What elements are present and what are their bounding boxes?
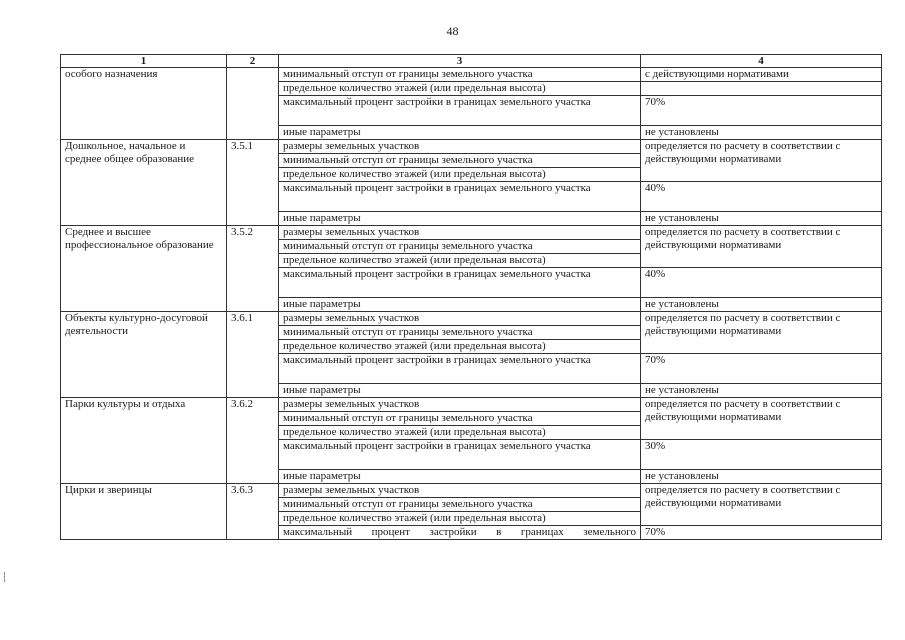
use-type-code: 3.6.1: [227, 312, 279, 398]
parameter-cell: предельное количество этажей (или предельная высота): [279, 340, 641, 354]
value-cell: не установлены: [641, 384, 882, 398]
value-cell: 70%: [641, 526, 882, 540]
scan-edge-mark: [4, 572, 11, 582]
parameter-cell: размеры земельных участков: [279, 226, 641, 240]
parameter-cell: размеры земельных участков: [279, 484, 641, 498]
parameter-cell: предельное количество этажей (или предельная высота): [279, 512, 641, 526]
parameter-cell: максимальный процент застройки в границах земельного участка: [279, 268, 641, 298]
parameter-cell: размеры земельных участков: [279, 140, 641, 154]
use-type-name: Дошкольное, начальное и среднее общее образование: [61, 140, 227, 226]
page-number: 48: [446, 24, 459, 38]
table-row: [61, 398, 882, 412]
use-type-name: Цирки и зверинцы: [61, 484, 227, 540]
parameter-cell: предельное количество этажей (или предельная высота): [279, 168, 641, 182]
parameter-cell: максимальный процент застройки в границах земельного участка: [279, 96, 641, 126]
parameter-cell: максимальный процент застройки в границах земельного участка: [279, 182, 641, 212]
parameter-cell: предельное количество этажей (или предельная высота): [279, 254, 641, 268]
parameter-cell: минимальный отступ от границы земельного участка: [279, 326, 641, 340]
value-cell: 40%: [641, 182, 882, 212]
table-row: [61, 68, 882, 82]
use-type-code: 3.6.3: [227, 484, 279, 540]
parameter-cell: минимальный отступ от границы земельного участка: [279, 240, 641, 254]
parameter-cell: максимальный процент застройки в границах земельного участка: [279, 440, 641, 470]
use-type-name: особого назначения: [61, 68, 227, 140]
parameter-cell: иные параметры: [279, 212, 641, 226]
regulations-table: [60, 54, 882, 540]
value-cell: 30%: [641, 440, 882, 470]
parameter-cell: минимальный отступ от границы земельного участка: [279, 412, 641, 426]
value-cell: определяется по расчету в соответствии с действующими нормативами: [641, 226, 882, 268]
value-cell: не установлены: [641, 470, 882, 484]
value-cell: не установлены: [641, 126, 882, 140]
value-cell: не установлены: [641, 212, 882, 226]
value-cell: определяется по расчету в соответствии с действующими нормативами: [641, 398, 882, 440]
parameter-cell: иные параметры: [279, 298, 641, 312]
parameter-cell: размеры земельных участков: [279, 312, 641, 326]
use-type-code: 3.5.2: [227, 226, 279, 312]
use-type-name: Парки культуры и отдыха: [61, 398, 227, 484]
parameter-cell: максимальный процент застройки в границах земельного участка: [279, 354, 641, 384]
value-cell: [641, 82, 882, 96]
parameter-cell: иные параметры: [279, 126, 641, 140]
use-type-code: [227, 68, 279, 140]
value-cell: 70%: [641, 96, 882, 126]
header-col-2: 2: [227, 55, 279, 68]
table-row: [61, 484, 882, 498]
parameter-cell: минимальный отступ от границы земельного участка: [279, 68, 641, 82]
table-row: [61, 140, 882, 154]
value-cell: определяется по расчету в соответствии с действующими нормативами: [641, 140, 882, 182]
parameter-cell: минимальный отступ от границы земельного участка: [279, 498, 641, 512]
value-cell: с действующими нормативами: [641, 68, 882, 82]
use-type-name: Объекты культурно-досуговой деятельности: [61, 312, 227, 398]
table-header-row: [61, 55, 882, 68]
parameter-cell: предельное количество этажей (или предельная высота): [279, 426, 641, 440]
table-row: [61, 226, 882, 240]
parameter-cell: размеры земельных участков: [279, 398, 641, 412]
value-cell: не установлены: [641, 298, 882, 312]
use-type-code: 3.6.2: [227, 398, 279, 484]
header-col-1: 1: [61, 55, 227, 68]
parameter-cell: иные параметры: [279, 470, 641, 484]
parameter-cell: максимальный процент застройки в границах земельного: [279, 526, 641, 540]
header-col-4: 4: [641, 55, 882, 68]
parameter-cell: иные параметры: [279, 384, 641, 398]
value-cell: определяется по расчету в соответствии с действующими нормативами: [641, 312, 882, 354]
value-cell: 70%: [641, 354, 882, 384]
parameter-cell: минимальный отступ от границы земельного участка: [279, 154, 641, 168]
header-col-3: 3: [279, 55, 641, 68]
value-cell: определяется по расчету в соответствии с действующими нормативами: [641, 484, 882, 526]
use-type-name: Среднее и высшее профессиональное образование: [61, 226, 227, 312]
table-row: [61, 312, 882, 326]
use-type-code: 3.5.1: [227, 140, 279, 226]
value-cell: 40%: [641, 268, 882, 298]
parameter-cell: предельное количество этажей (или предельная высота): [279, 82, 641, 96]
